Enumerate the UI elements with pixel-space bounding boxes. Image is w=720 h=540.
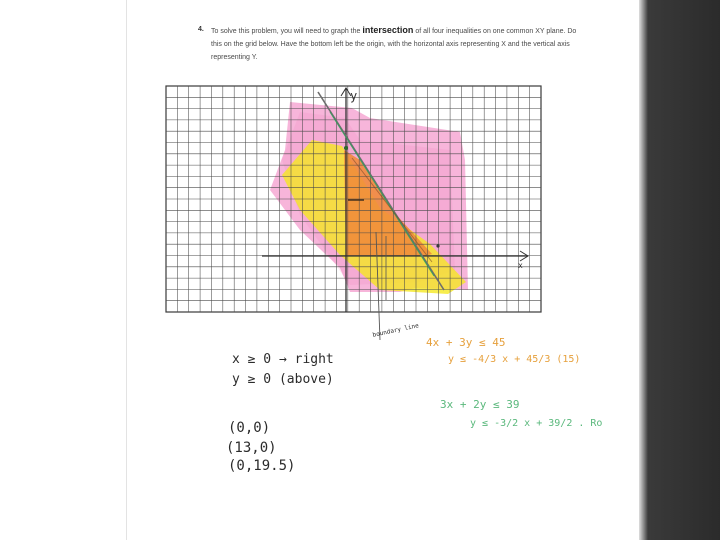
x-axis-label: x [518, 261, 523, 270]
y-axis-label: y [350, 89, 358, 103]
instructions-emphasis: intersection [362, 25, 414, 35]
point-x-intercept: (13,0) [226, 440, 277, 456]
green-work-2: y ≤ -3/2 x + 39/2 . Ro [470, 418, 603, 429]
instructions-part-1: To solve this problem, you will need to graph the [211, 28, 361, 35]
problem-number: 4. [198, 26, 204, 33]
point-origin: (0,0) [228, 420, 271, 436]
coordinate-grid [166, 86, 541, 312]
vertex-dot [344, 146, 348, 150]
left-note-1: x ≥ 0 → right [232, 352, 334, 367]
vertex-dot [436, 244, 439, 247]
orange-work-2: y ≤ -4/3 x + 45/3 (15) [448, 354, 581, 365]
left-note-2: y ≥ 0 (above) [232, 372, 334, 387]
orange-work-1: 4x + 3y ≤ 45 [426, 336, 506, 349]
instructions-part-2: of all four inequalities on one common XY plane. Do this on the grid below. Have the bottom left be the origin, with the horizontal axis representing X and the vertical axis representing Y. [211, 28, 577, 61]
point-y-intercept: (0,19.5) [228, 458, 296, 474]
pointer-note: boundary line [372, 322, 420, 339]
green-work-1: 3x + 2y ≤ 39 [440, 398, 520, 411]
